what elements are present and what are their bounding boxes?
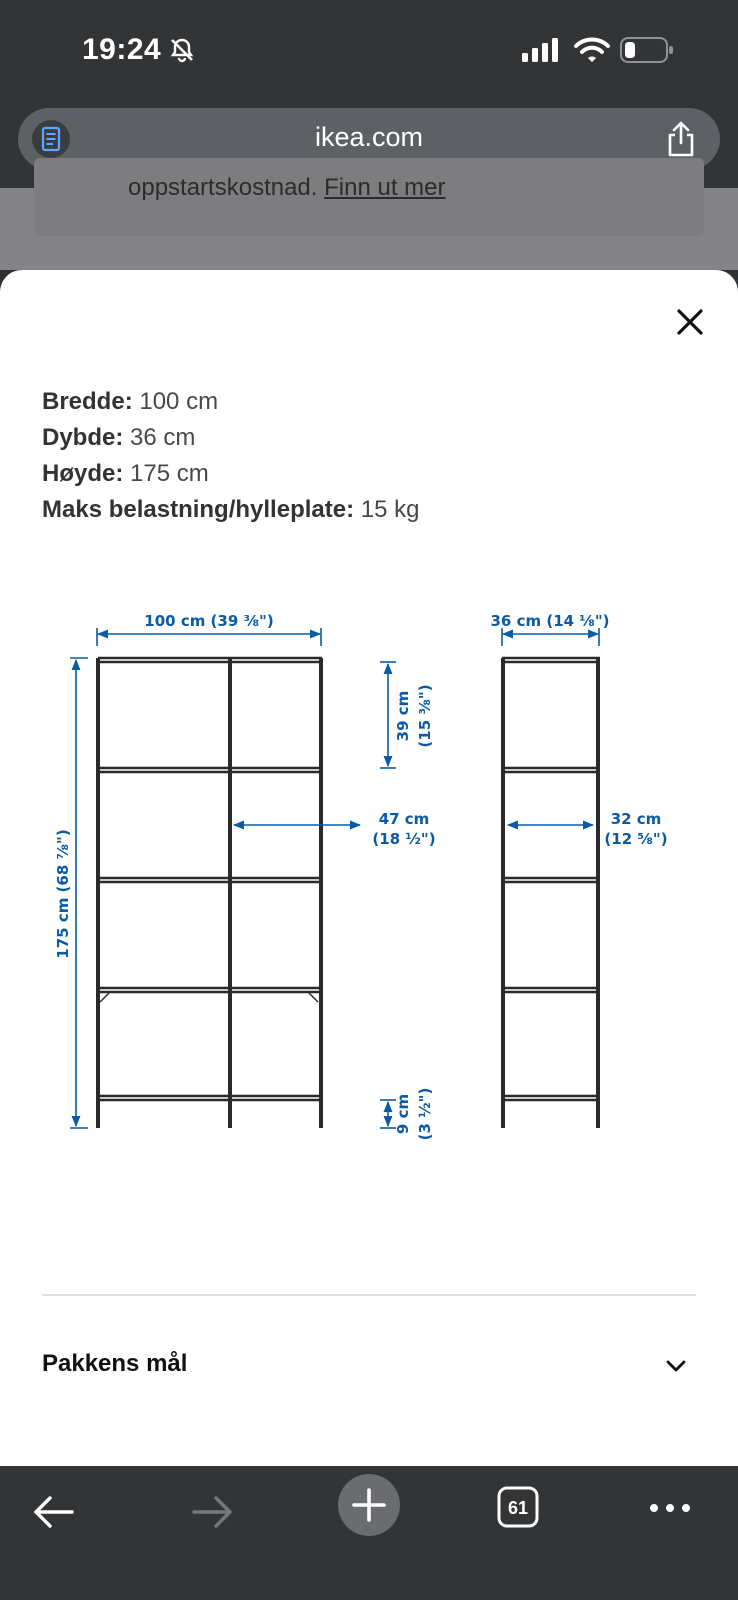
new-tab-button[interactable] — [338, 1474, 400, 1536]
spec-depth: Dybde: 36 cm — [42, 424, 196, 451]
inner-depth-label-2: (12 ⅝") — [604, 830, 668, 848]
forward-arrow-icon[interactable] — [180, 1480, 244, 1544]
package-dimensions-label: Pakkens mål — [42, 1350, 188, 1377]
height-label: 175 cm (68 ⅞") — [54, 829, 72, 959]
bottom-gap-label-1: 9 cm — [394, 1093, 412, 1135]
tabs-button[interactable] — [496, 1480, 560, 1544]
section-divider — [42, 1294, 696, 1296]
inner-depth-label-1: 32 cm — [610, 810, 662, 828]
bottom-gap-label-2: (3 ½") — [416, 1087, 434, 1141]
inner-width-label-2: (18 ½") — [372, 830, 436, 848]
inner-width-label-1: 47 cm — [378, 810, 430, 828]
more-icon[interactable] — [640, 1480, 704, 1544]
close-icon[interactable] — [670, 302, 710, 342]
plus-icon — [338, 1474, 400, 1536]
side-view-shelf — [501, 658, 600, 1128]
measurement-diagram — [44, 600, 700, 1200]
battery-icon — [620, 37, 674, 63]
spec-width: Bredde: 100 cm — [42, 388, 219, 415]
background-page — [0, 174, 738, 270]
chevron-down-icon — [664, 1354, 688, 1378]
share-icon[interactable] — [664, 120, 698, 158]
product-specs — [42, 384, 419, 528]
shelf-gap-label-1: 39 cm — [394, 690, 412, 742]
background-text: oppstartskostnad. Finn ut mer — [128, 174, 446, 201]
spec-max-load: Maks belastning/hylleplate: 15 kg — [42, 496, 420, 523]
tab-count: 61 — [507, 1498, 529, 1518]
url-text[interactable]: ikea.com — [314, 122, 424, 152]
width-label: 100 cm (39 ⅜") — [144, 612, 274, 630]
bell-slash-icon — [168, 36, 196, 64]
back-arrow-icon[interactable] — [22, 1480, 86, 1544]
front-view-shelf — [96, 658, 323, 1128]
background-link: Finn ut mer — [324, 174, 446, 201]
status-bar — [0, 0, 738, 100]
browser-toolbar — [0, 1466, 738, 1600]
cellular-signal-icon — [522, 38, 562, 62]
spec-height: Høyde: 175 cm — [42, 460, 209, 487]
dimensions-sheet — [0, 270, 738, 1466]
depth-label: 36 cm (14 ⅛") — [490, 612, 610, 630]
shelf-gap-label-2: (15 ⅜") — [416, 684, 434, 748]
wifi-icon — [574, 36, 610, 64]
status-time: 19:24 — [82, 33, 162, 66]
package-dimensions-accordion[interactable] — [42, 1340, 696, 1390]
